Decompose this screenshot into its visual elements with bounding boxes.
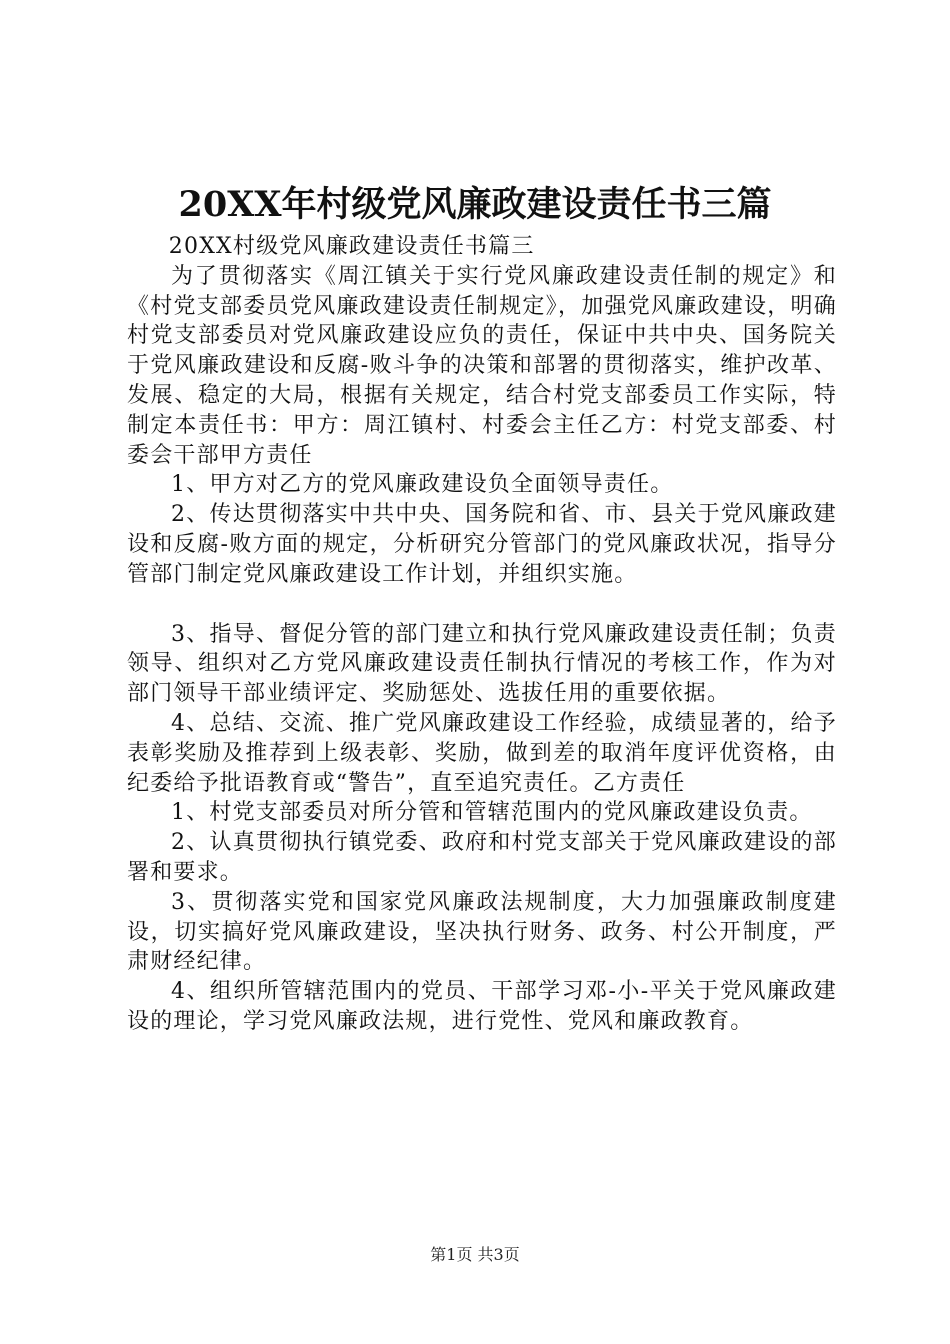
document-subheading: 20XX村级党风廉政建设责任书篇三 xyxy=(168,234,535,259)
paragraph-intro: 为了贯彻落实《周江镇关于实行党风廉政建设责任制的规定》和《村党支部委员党风廉政建设责任制规定》，加强党风廉政建设，明确村党支部委员对党风廉政建设应负的责任，保证中共中央、国务院关于党风廉政建设和反腐-败斗争的决策和部署的贯彻落实，维护改革、发展、稳定的大局，根据有关规定，结合村党支部委员工作实际，特制定本责任书：甲方：周江镇村、村委会主任乙方：村党支部委、村委会干部甲方责任 xyxy=(127,263,837,468)
paragraph-party-a-4: 4、总结、交流、推广党风廉政建设工作经验，成绩显著的，给予表彰奖励及推荐到上级表彰、奖励，做到差的取消年度评优资格，由纪委给予批语教育或“警告”，直至追究责任。乙方责任 xyxy=(127,710,837,796)
paragraph-party-a-1: 1、甲方对乙方的党风廉政建设负全面领导责任。 xyxy=(171,472,674,498)
paragraph-party-b-3: 3、贯彻落实党和国家党风廉政法规制度，大力加强廉政制度建设，切实搞好党风廉政建设，坚决执行财务、政务、村公开制度，严肃财经纪律。 xyxy=(127,889,837,975)
paragraph-party-b-1: 1、村党支部委员对所分管和管辖范围内的党风廉政建设负责。 xyxy=(171,800,813,826)
paragraph-party-b-4: 4、组织所管辖范围内的党员、干部学习邓-小-平关于党风廉政建设的理论，学习党风廉政法规，进行党性、党风和廉政教育。 xyxy=(127,979,837,1034)
paragraph-spacer xyxy=(127,590,837,620)
paragraph-party-a-2: 2、传达贯彻落实中共中央、国务院和省、市、县关于党风廉政建设和反腐-败方面的规定，分析研究分管部门的党风廉政状况，指导分管部门制定党风廉政建设工作计划，并组织实施。 xyxy=(127,502,837,587)
document-title: 20XX年村级党风廉政建设责任书三篇 xyxy=(178,184,772,225)
paragraph-party-a-3: 3、指导、督促分管的部门建立和执行党风廉政建设责任制；负责领导、组织对乙方党风廉政建设责任制执行情况的考核工作，作为对部门领导干部业绩评定、奖励惩处、选拔任用的重要依据。 xyxy=(127,621,837,707)
page-footer: 第1页 共3页 xyxy=(430,1245,520,1264)
paragraph-party-b-2: 2、认真贯彻执行镇党委、政府和村党支部关于党风廉政建设的部署和要求。 xyxy=(127,830,837,885)
document-body xyxy=(127,232,837,1037)
